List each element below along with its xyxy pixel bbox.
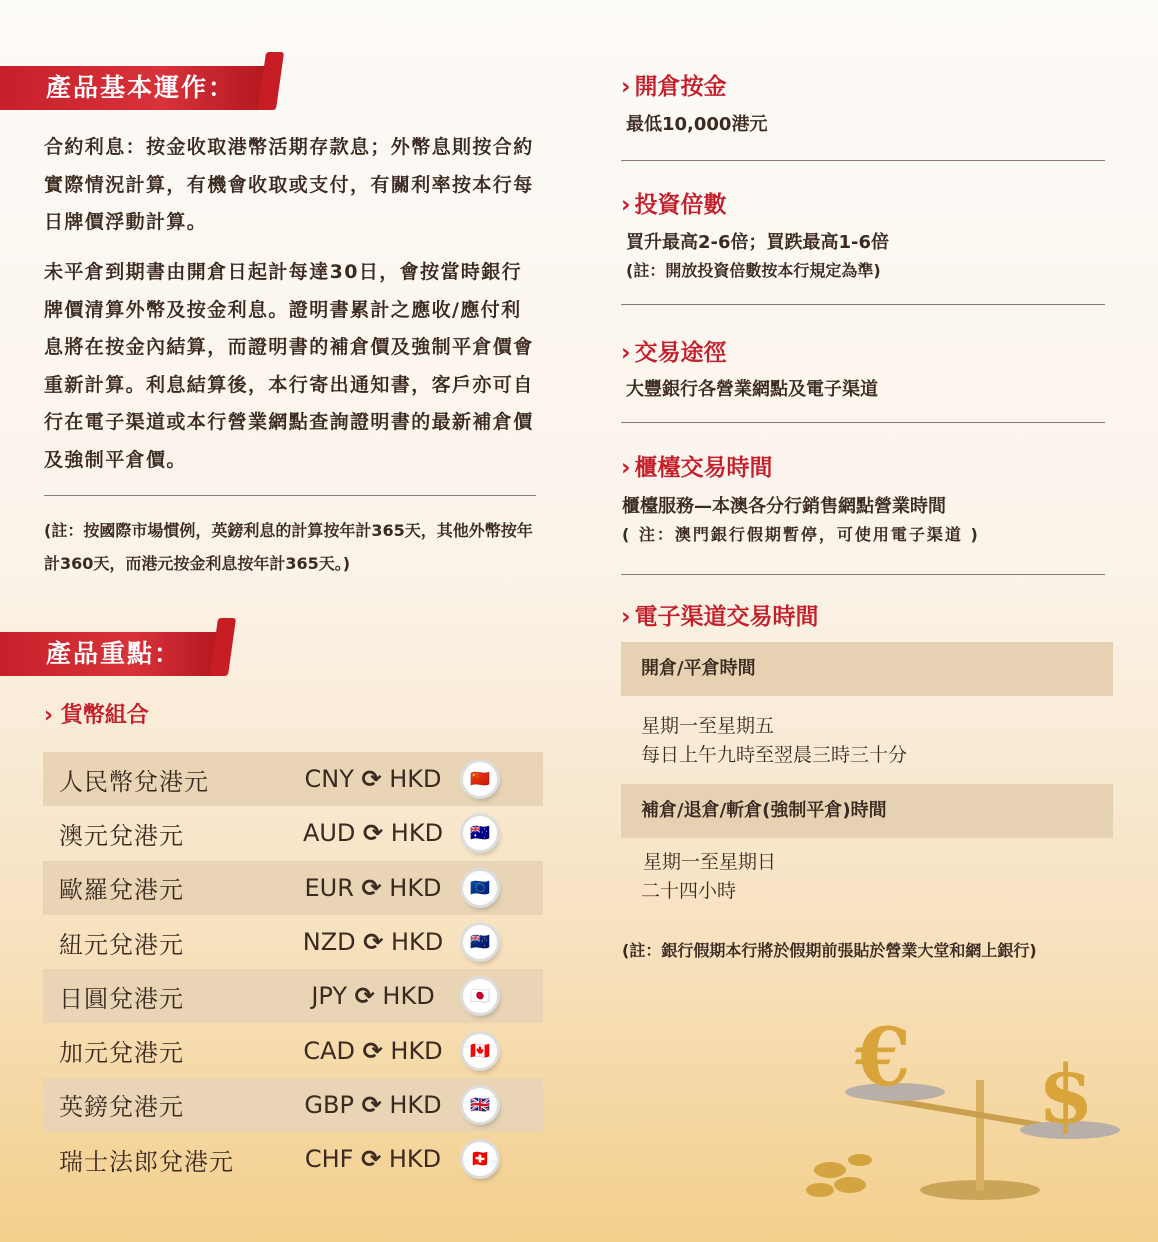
currency-pair-name: 紐元兌港元: [59, 930, 184, 959]
currency-from: AUD: [302, 819, 356, 848]
flag-cell: [463, 752, 543, 806]
currency-from: EUR: [304, 873, 354, 902]
flag-cell: [463, 915, 543, 969]
currency-pair-name: 英鎊兌港元: [59, 1093, 184, 1122]
holiday-note: (註：銀行假期本行將於假期前張貼於營業大堂和網上銀行): [622, 941, 1037, 960]
flag-cell: [463, 969, 543, 1023]
currency-pair-row: [43, 806, 543, 860]
currency-from: GBP: [304, 1090, 354, 1119]
heading-text: 開倉按金: [634, 74, 727, 100]
currency-pair-codes: [283, 969, 463, 1023]
heading-trading-channels: [621, 334, 726, 367]
currency-from: CAD: [303, 1036, 355, 1065]
currency-pair-row: [43, 1023, 543, 1077]
counter-hours-note: ( 注：澳門銀行假期暫停，可使用電子渠道 ): [622, 525, 980, 544]
currency-pair-row: [43, 752, 543, 806]
currency-pair-codes: [283, 806, 463, 860]
flag-cell: [463, 806, 543, 860]
heading-text: 貨幣組合: [60, 703, 149, 728]
exchange-arrows-icon: ⟳: [361, 873, 382, 902]
margin-call-days: 星期一至星期日: [643, 851, 777, 873]
currency-pair-codes: [283, 1132, 463, 1186]
currency-pair-name: 歐羅兌港元: [59, 876, 184, 905]
currency-to: HKD: [388, 1145, 442, 1174]
currency-to: HKD: [389, 873, 442, 902]
heading-opening-margin: [621, 68, 726, 101]
heading-text: 電子渠道交易時間: [634, 604, 819, 630]
currency-pair-codes: [283, 915, 463, 969]
heading-counter-hours: [621, 449, 772, 482]
flag-icon: 🇳🇿: [463, 925, 497, 959]
currency-pair-name: 人民幣兌港元: [59, 767, 209, 796]
flag-cell: [463, 1132, 543, 1186]
open-close-hours-header: 開倉/平倉時間: [621, 642, 1113, 696]
exchange-arrows-icon: ⟳: [363, 819, 384, 848]
paragraph-settlement: 未平倉到期書由開倉日起計每達30日，會按當時銀行牌價清算外幣及按金利息。證明書累計之應收/應付利息將在按金內結算，而證明書的補倉價及強制平倉價會重新計算。利息結算後，本行寄出通知書，客戶亦可自行在電子渠道或本行營業網點查詢證明書的最新補倉價及強制平倉價。: [44, 261, 534, 471]
chevron-right-icon: ›: [621, 604, 631, 630]
svg-text:€: €: [855, 1010, 911, 1104]
currency-pair-codes: [283, 1023, 463, 1077]
flag-icon: 🇪🇺: [463, 871, 497, 905]
currency-pair-row: [43, 1078, 543, 1132]
exchange-arrows-icon: ⟳: [361, 1145, 382, 1174]
chevron-right-icon: ›: [621, 455, 631, 481]
currency-to: HKD: [389, 1090, 442, 1119]
heading-text: 交易途徑: [634, 340, 727, 366]
section-banner-basic-operation: 產品基本運作：: [0, 66, 270, 110]
exchange-arrows-icon: ⟳: [354, 982, 375, 1011]
currency-pair-row: [43, 969, 543, 1023]
currency-pair-codes: [283, 861, 463, 915]
leverage-note: (註：開放投資倍數按本行規定為準): [626, 261, 881, 280]
heading-text: 櫃檯交易時間: [634, 455, 773, 481]
currency-to: HKD: [390, 819, 444, 848]
divider: [44, 495, 536, 496]
divider: [621, 160, 1105, 161]
divider: [621, 304, 1105, 305]
flag-cell: [463, 861, 543, 915]
flag-cell: [463, 1078, 543, 1132]
section-banner-product-highlights: 產品重點：: [0, 632, 222, 676]
currency-pair-codes: [283, 1078, 463, 1132]
exchange-arrows-icon: ⟳: [362, 1036, 383, 1065]
currency-pair-name: 加元兌港元: [59, 1039, 184, 1068]
exchange-arrows-icon: ⟳: [361, 765, 382, 794]
exchange-arrows-icon: ⟳: [361, 1090, 382, 1119]
currency-pairs-table: [43, 752, 543, 1186]
trading-channels-text: 大豐銀行各營業網點及電子渠道: [626, 379, 878, 400]
gold-scale-illustration: [800, 1000, 1130, 1210]
heading-electronic-hours: [621, 598, 818, 631]
counter-hours-text: 櫃檯服務—本澳各分行銷售網點營業時間: [622, 496, 946, 517]
divider: [621, 422, 1105, 423]
opening-margin-text: 最低10,000港元: [626, 114, 768, 135]
flag-icon: 🇦🇺: [463, 816, 497, 850]
interest-note: (註：按國際市場慣例，英鎊利息的計算按年計365天，其他外幣按年計360天，而港元按金利息按年計365天。): [44, 521, 533, 573]
chevron-right-icon: ›: [621, 192, 631, 218]
flag-icon: 🇯🇵: [463, 979, 497, 1013]
heading-leverage: [621, 186, 726, 219]
margin-call-times: 二十四小時: [641, 880, 737, 902]
open-close-days: 星期一至星期五: [641, 715, 775, 737]
currency-pair-row: [43, 861, 543, 915]
currency-to: HKD: [389, 765, 442, 794]
currency-pair-codes: [283, 752, 463, 806]
chevron-right-icon: ›: [44, 703, 54, 728]
flag-icon: 🇬🇧: [463, 1088, 497, 1122]
flag-cell: [463, 1023, 543, 1077]
currency-from: NZD: [302, 928, 356, 957]
flag-icon: 🇨🇭: [463, 1142, 497, 1176]
heading-text: 投資倍數: [634, 192, 727, 218]
flag-icon: 🇨🇦: [463, 1034, 497, 1068]
chevron-right-icon: ›: [621, 340, 631, 366]
currency-pair-row: [43, 1132, 543, 1186]
currency-from: CHF: [304, 1145, 354, 1174]
currency-pair-name: 日圓兌港元: [59, 984, 184, 1013]
currency-to: HKD: [382, 982, 435, 1011]
currency-pair-name: 澳元兌港元: [59, 821, 184, 850]
currency-pair-row: [43, 915, 543, 969]
currency-to: HKD: [391, 928, 444, 957]
currency-pairs-heading: [44, 698, 149, 729]
leverage-text: 買升最高2-6倍；買跌最高1-6倍: [626, 232, 890, 253]
open-close-times: 每日上午九時至翌晨三時三十分: [641, 744, 908, 766]
chevron-right-icon: ›: [621, 74, 631, 100]
exchange-arrows-icon: ⟳: [363, 928, 384, 957]
currency-to: HKD: [390, 1036, 443, 1065]
currency-from: JPY: [311, 982, 348, 1011]
divider: [621, 574, 1105, 575]
paragraph-contract-interest: 合約利息：按金收取港幣活期存款息；外幣息則按合約實際情況計算，有機會收取或支付，有關利率按本行每日牌價浮動計算。: [44, 136, 534, 233]
currency-from: CNY: [304, 765, 354, 794]
flag-icon: 🇨🇳: [463, 762, 497, 796]
svg-text:$: $: [1038, 1047, 1094, 1141]
currency-pair-name: 瑞士法郎兌港元: [59, 1147, 234, 1176]
margin-call-hours-header: 補倉/退倉/斬倉(強制平倉)時間: [621, 784, 1113, 838]
